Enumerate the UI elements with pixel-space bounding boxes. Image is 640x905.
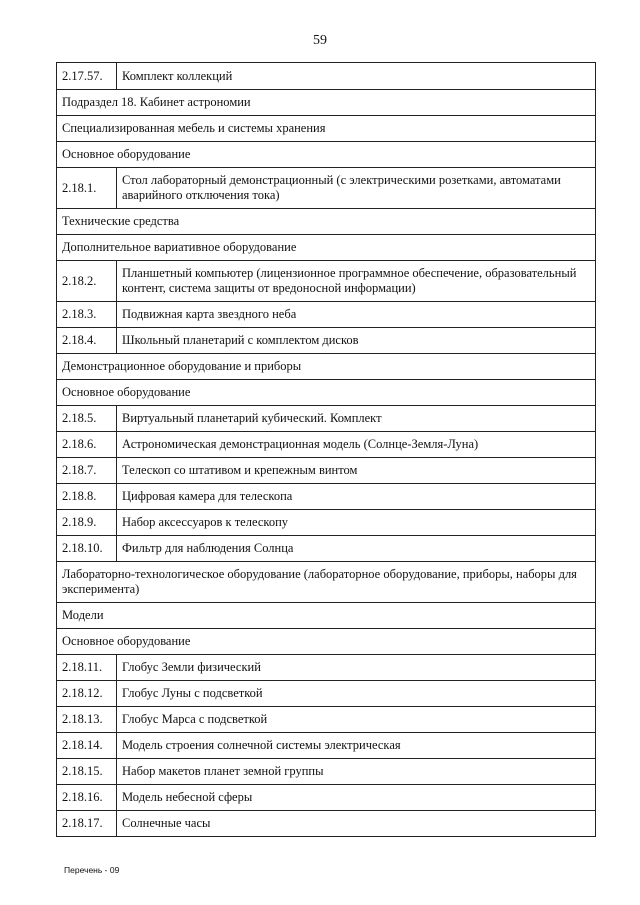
table-row [57,536,596,562]
section-heading: Дополнительное вариативное оборудование [57,235,596,261]
section-heading: Основное оборудование [57,380,596,406]
section-row [57,562,596,603]
item-number: 2.18.7. [57,458,117,484]
section-row [57,380,596,406]
item-text: Модель небесной сферы [117,785,596,811]
item-text: Глобус Марса с подсветкой [117,707,596,733]
item-number: 2.17.57. [57,63,117,90]
table-row [57,63,596,90]
table-row [57,655,596,681]
table-row [57,811,596,837]
table-row [57,707,596,733]
item-number: 2.18.14. [57,733,117,759]
item-number: 2.18.11. [57,655,117,681]
section-row [57,209,596,235]
item-number: 2.18.2. [57,261,117,302]
item-number: 2.18.3. [57,302,117,328]
item-number: 2.18.6. [57,432,117,458]
item-text: Виртуальный планетарий кубический. Комплект [117,406,596,432]
page-number: 59 [313,33,327,48]
item-text: Телескоп со штативом и крепежным винтом [117,458,596,484]
table-row [57,261,596,302]
item-number: 2.18.9. [57,510,117,536]
table-row [57,168,596,209]
section-heading: Технические средства [57,209,596,235]
item-text: Солнечные часы [117,811,596,837]
section-heading: Специализированная мебель и системы хранения [57,116,596,142]
item-text: Стол лабораторный демонстрационный (с электрическими розетками, автоматами аварийного отключения тока) [117,168,596,209]
equipment-table [56,62,596,837]
table-row [57,458,596,484]
item-number: 2.18.4. [57,328,117,354]
item-number: 2.18.12. [57,681,117,707]
section-heading: Основное оборудование [57,629,596,655]
item-text: Планшетный компьютер (лицензионное программное обеспечение, образовательный контент, система защиты от вредоносной информации) [117,261,596,302]
table-row [57,484,596,510]
section-heading: Основное оборудование [57,142,596,168]
item-text: Подвижная карта звездного неба [117,302,596,328]
item-number: 2.18.10. [57,536,117,562]
item-text: Комплект коллекций [117,63,596,90]
item-number: 2.18.16. [57,785,117,811]
item-text: Астрономическая демонстрационная модель (Солнце-Земля-Луна) [117,432,596,458]
section-row [57,603,596,629]
table-row [57,432,596,458]
table-row [57,510,596,536]
section-row [57,235,596,261]
item-text: Глобус Земли физический [117,655,596,681]
item-text: Модель строения солнечной системы электрическая [117,733,596,759]
section-row [57,629,596,655]
table-row [57,328,596,354]
section-row [57,116,596,142]
item-number: 2.18.8. [57,484,117,510]
section-row [57,142,596,168]
item-text: Цифровая камера для телескопа [117,484,596,510]
item-text: Набор аксессуаров к телескопу [117,510,596,536]
item-text: Фильтр для наблюдения Солнца [117,536,596,562]
item-text: Глобус Луны с подсветкой [117,681,596,707]
item-text: Набор макетов планет земной группы [117,759,596,785]
item-number: 2.18.5. [57,406,117,432]
table-row [57,681,596,707]
section-heading: Подраздел 18. Кабинет астрономии [57,90,596,116]
item-text: Школьный планетарий с комплектом дисков [117,328,596,354]
table-row [57,733,596,759]
table-row [57,785,596,811]
footer-label: Перечень - 09 [64,865,120,875]
section-row [57,354,596,380]
item-number: 2.18.1. [57,168,117,209]
section-heading: Модели [57,603,596,629]
section-heading: Лабораторно-технологическое оборудование (лабораторное оборудование, приборы, наборы для эксперимента) [57,562,596,603]
section-heading: Демонстрационное оборудование и приборы [57,354,596,380]
item-number: 2.18.13. [57,707,117,733]
table-row [57,406,596,432]
item-number: 2.18.17. [57,811,117,837]
item-number: 2.18.15. [57,759,117,785]
table-row [57,302,596,328]
section-row [57,90,596,116]
table-row [57,759,596,785]
